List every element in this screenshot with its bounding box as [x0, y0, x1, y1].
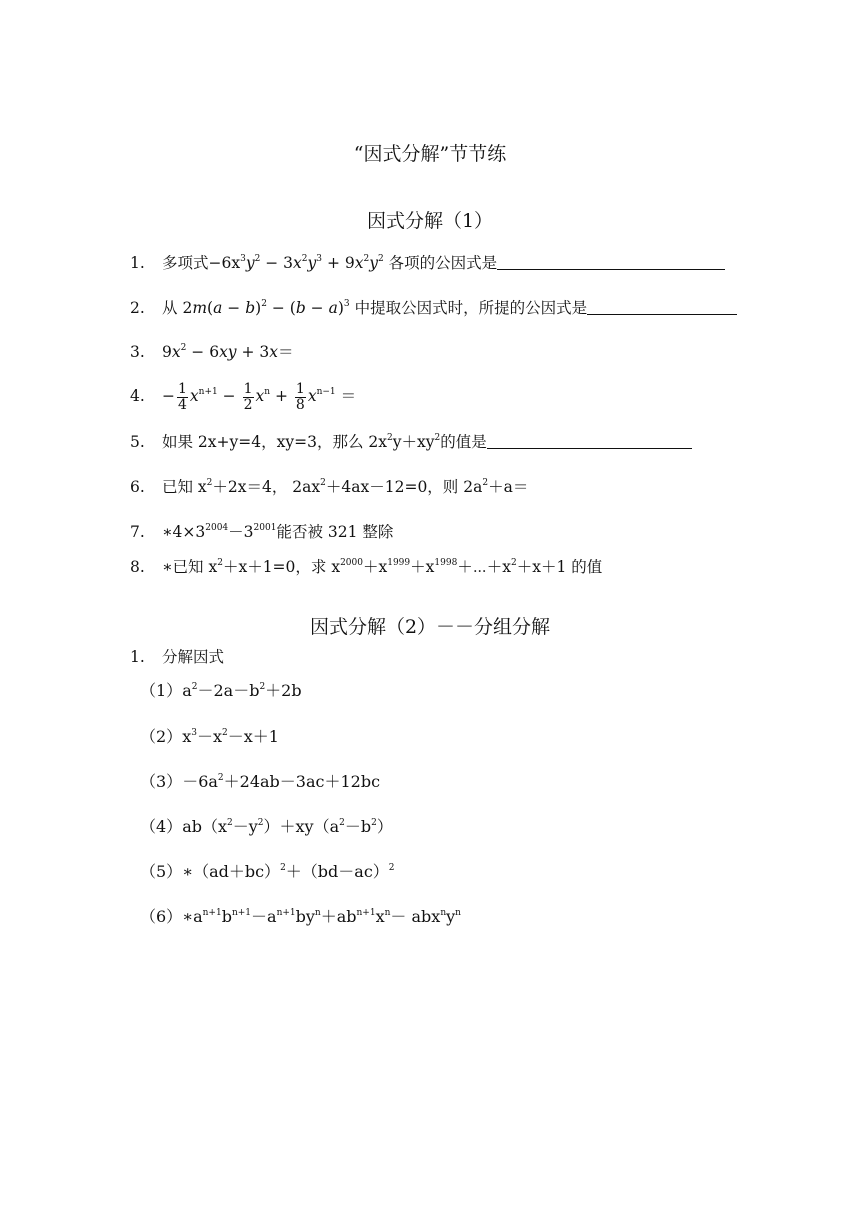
sub-item-1: $(1)a^2-2a-b^2+2b$ — [140, 681, 302, 700]
sub-item-2: $(2)x^3-x^2-x+1$ — [140, 727, 279, 746]
question-5: 5. 如果 2x+y=4，xy=3，那么 $2x^2y+xy^2$的值是 — [130, 432, 692, 452]
answer-blank[interactable] — [487, 434, 692, 449]
question-3: 3. $9x^2 - 6xy + 3x=$ — [130, 343, 294, 361]
document-title: “因式分解”节节练 — [353, 143, 507, 165]
section-1-heading: 因式分解（1） — [366, 210, 494, 232]
question-2: 2. 从 $2m(a - b)^2 - (b - a)^3$ 中提取公因式时，所提的公因式是 — [130, 298, 737, 318]
q2-expression: $2m(a - b)^2 - (b - a)^3$ — [182, 299, 350, 317]
question-6: 6. 已知 $x^2+2x=4$， $2ax^2+4ax-12=0$，则 $2a^2+a=$ — [130, 478, 529, 496]
question-1: 1. 多项式$-6x^3y^2 - 3x^2y^3 + 9x^2y^2$ 各项的公因式是 — [130, 253, 725, 273]
sub-item-3: $(3)-6a^2+24ab-3ac+12bc$ — [140, 772, 381, 791]
answer-blank[interactable] — [497, 255, 725, 270]
section-2-heading: 因式分解（2）－－分组分解 — [309, 616, 551, 638]
q3-expression: $9x^2 - 6xy + 3x$ — [162, 343, 279, 361]
sub-item-4: $(4)ab(x^2-y^2)+xy(a^2-b^2)$ — [140, 817, 393, 836]
q4-expression: − $\frac{1}{4}$ $x^{n+1}$ − $\frac{1}{2}$ $x^n$ + $\frac{1}{8}$ $x^{n-1}$ — [162, 380, 336, 413]
question-4: 4. − $\frac{1}{4}$ $x^{n+1}$ − $\frac{1}{2}$ $x^n$ + $\frac{1}{8}$ $x^{n-1}$ ＝ — [130, 380, 357, 413]
section-2-intro: 1. 分解因式 — [130, 648, 225, 666]
question-7: 7. $∗4\times 3^{2004}-3^{2001}$能否被 321 整除 — [130, 523, 394, 541]
sub-item-5: $(5)∗(ad+bc)^2+(bd-ac)^2$ — [140, 862, 395, 881]
answer-blank[interactable] — [587, 300, 737, 315]
sub-item-6: $(6)∗a^{n+1}b^{n+1}-a^{n+1}by^n+ab^{n+1}x^n- abx^ny^n$ — [140, 907, 461, 926]
q1-expression: $-6x^3y^2 - 3x^2y^3 + 9x^2y^2$ — [208, 254, 384, 272]
question-8: 8. ∗已知 $x^2+x+1=0$，求 $x^{2000}+x^{1999}+x^{1998}+\cdots+x^2+x+1$ 的值 — [130, 558, 603, 576]
